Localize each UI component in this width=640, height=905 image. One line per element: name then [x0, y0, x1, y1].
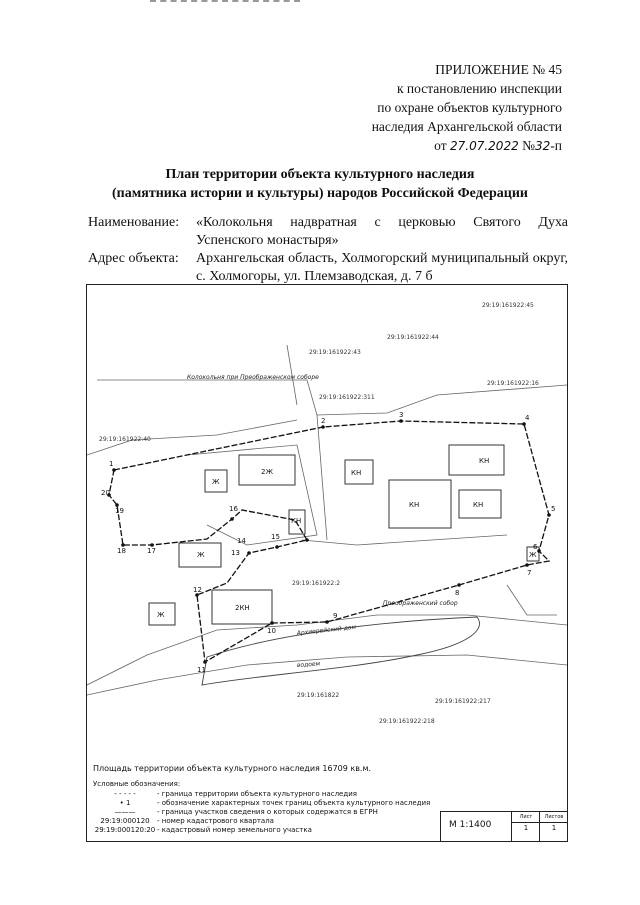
- legend-text: - граница участков сведения о которых содержатся в ЕГРН: [157, 808, 378, 816]
- legend-text: - кадастровый номер земельного участка: [157, 826, 312, 834]
- building-label: Ж: [212, 478, 220, 486]
- point-15: 15: [271, 533, 280, 541]
- number-value: 32: [534, 139, 551, 153]
- scan-mark: [150, 0, 300, 6]
- point-10: 10: [267, 627, 276, 635]
- cadastral-label: 29:19:161822: [297, 692, 340, 699]
- building-label: КН: [473, 501, 484, 509]
- sheets-header: Листов: [540, 812, 568, 823]
- legend-text: - обозначение характерных точек границ объекта культурного наследия: [157, 799, 431, 807]
- point-7: 7: [527, 569, 532, 577]
- legend-item: [93, 799, 433, 808]
- site-plan-map: [87, 285, 567, 841]
- address-label: Адрес объекта:: [88, 251, 179, 266]
- cadastral-label: 29:19:161922:45: [482, 302, 534, 309]
- scale-box: [440, 811, 567, 841]
- building-label: КН: [291, 517, 302, 525]
- building-label: КН: [351, 469, 362, 477]
- scale-label: М 1:1400: [449, 820, 492, 830]
- legend-text: - граница территории объекта культурного наследия: [157, 790, 357, 798]
- cadastral-label: 29:19:161922:2: [292, 580, 341, 587]
- point-14: 14: [237, 537, 246, 545]
- appendix-date-line: [372, 136, 562, 156]
- building-label: Ж: [157, 611, 165, 619]
- legend-symbol: 29:19:000120: [100, 817, 150, 825]
- point-18: 18: [117, 547, 126, 555]
- legend-symbol: - - - - -: [114, 790, 136, 798]
- address-row: [88, 250, 568, 286]
- point-9: 9: [333, 612, 338, 620]
- water-label: водоем: [296, 660, 321, 669]
- document-title: [0, 165, 640, 203]
- object-meta: [88, 214, 568, 286]
- cadastral-label: 29:19:161922:43: [309, 349, 361, 356]
- building-label: КН: [479, 457, 490, 465]
- cadastral-label: 29:19:161922:218: [379, 718, 435, 725]
- name-row: [88, 214, 568, 250]
- bishop-house-label: Архиерейский дом: [296, 623, 357, 637]
- building-label: 2Ж: [261, 468, 273, 476]
- point-20: 20: [101, 489, 110, 497]
- map-sheet: [86, 284, 568, 842]
- cadastral-label: 29:19:161922:311: [319, 394, 375, 401]
- cadastral-label: 29:19:161922:40: [99, 436, 151, 443]
- number-suffix: -п: [550, 138, 562, 153]
- legend-item: [93, 790, 433, 799]
- point-17: 17: [147, 547, 156, 555]
- legend: [93, 780, 433, 835]
- point-4: 4: [525, 414, 530, 422]
- appendix-line-4: наследия Архангельской области: [371, 119, 562, 134]
- point-19: 19: [115, 507, 124, 515]
- name-label: Наименование:: [88, 215, 180, 230]
- point-1: 1: [109, 460, 114, 468]
- legend-symbol: 29:19:000120:20: [94, 826, 156, 834]
- date-prefix: от: [434, 138, 447, 153]
- sheet-header: Лист: [512, 812, 540, 823]
- appendix-line-1: ПРИЛОЖЕНИЕ № 45: [435, 62, 562, 77]
- title-line-1: План территории объекта культурного наследия: [165, 167, 475, 182]
- legend-title: Условные обозначения:: [93, 780, 181, 788]
- point-13: 13: [231, 549, 240, 557]
- address-value: Архангельская область, Холмогорский муниципальный округ, с. Холмогоры, ул. Племзаводская, д. 7 б: [196, 251, 568, 284]
- legend-symbol: • 1: [119, 799, 131, 807]
- appendix-line-3: по охране объектов культурного: [377, 100, 562, 115]
- number-prefix: №: [522, 138, 535, 153]
- point-16: 16: [229, 505, 238, 513]
- sheet-cell: [511, 812, 540, 841]
- sheets-number: 1: [551, 824, 557, 832]
- sheet-number: 1: [523, 824, 529, 832]
- point-6: 6: [533, 543, 538, 551]
- legend-item: [93, 826, 433, 835]
- building-label: Ж: [529, 551, 537, 559]
- legend-item: [93, 808, 433, 817]
- building-label: Ж: [197, 551, 205, 559]
- area-text: Площадь территории объекта культурного наследия 16709 кв.м.: [93, 764, 372, 773]
- cadastral-label: 29:19:161922:16: [487, 380, 539, 387]
- point-5: 5: [551, 505, 556, 513]
- building-label: 2КН: [235, 604, 250, 612]
- appendix-header: [372, 60, 562, 156]
- point-11: 11: [197, 666, 206, 674]
- point-12: 12: [193, 586, 202, 594]
- building-label: КН: [409, 501, 420, 509]
- legend-symbol: ———: [114, 808, 136, 816]
- bell-tower-label: Колокольня при Преображенском соборе: [187, 374, 319, 381]
- point-3: 3: [399, 411, 404, 419]
- name-value: «Колокольня надвратная с церковью Святого Духа Успенского монастыря»: [196, 215, 568, 248]
- appendix-line-2: к постановлению инспекции: [397, 81, 562, 96]
- point-8: 8: [455, 589, 460, 597]
- sheets-cell: [539, 812, 568, 841]
- cadastral-label: 29:19:161922:44: [387, 334, 439, 341]
- legend-item: [93, 817, 433, 826]
- title-line-2: (памятника истории и культуры) народов Российской Федерации: [112, 186, 528, 201]
- building-outlines: [149, 445, 539, 625]
- cadastral-label: 29:19:161922:217: [435, 698, 491, 705]
- cathedral-label: Преображенский собор: [383, 600, 458, 607]
- legend-text: - номер кадастрового квартала: [157, 817, 274, 825]
- date-value: 27.07.2022: [450, 139, 519, 153]
- point-2: 2: [321, 417, 326, 425]
